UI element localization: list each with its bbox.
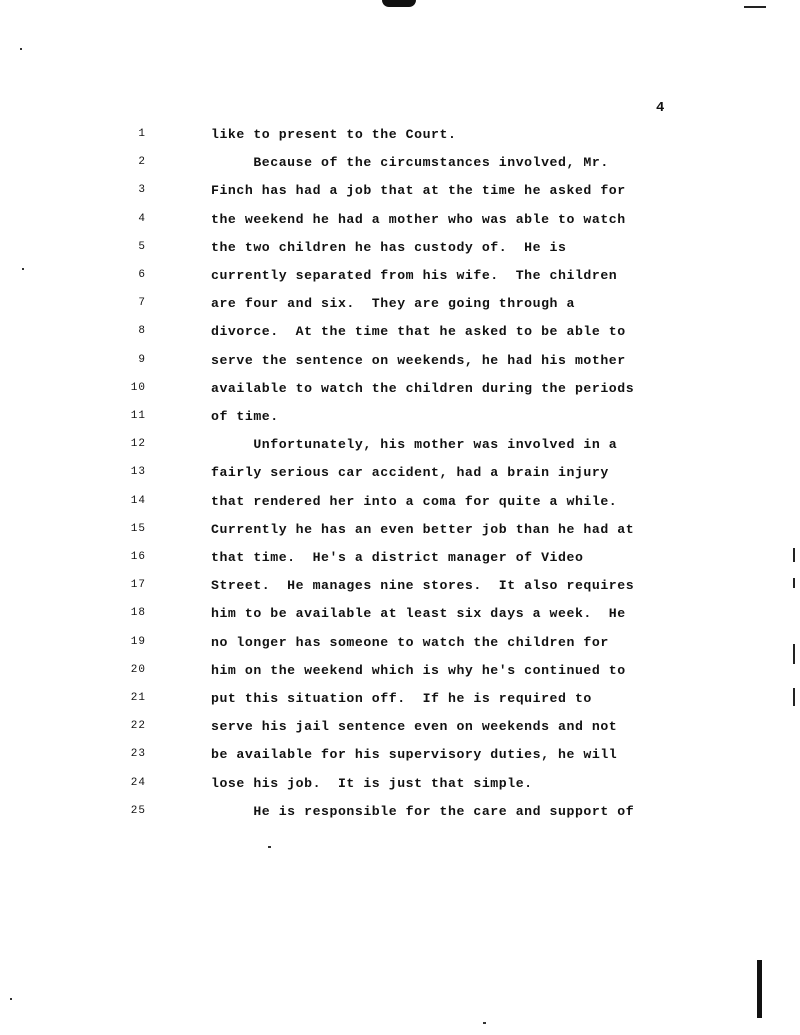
line-number: 24	[130, 776, 146, 789]
line-number: 3	[138, 184, 146, 197]
transcript-line: divorce. At the time that he asked to be able to	[211, 324, 626, 340]
scan-speck	[10, 998, 12, 1000]
line-number: 13	[130, 466, 146, 479]
scan-speck	[268, 846, 271, 848]
transcript-line: available to watch the children during the periods	[211, 380, 635, 396]
scan-artifact-bar	[757, 960, 762, 1018]
transcript-line: fairly serious car accident, had a brain injury	[211, 465, 609, 481]
line-number: 20	[130, 663, 146, 676]
line-number: 11	[130, 410, 146, 422]
transcript-line: Unfortunately, his mother was involved in a	[211, 437, 618, 453]
line-number: 12	[130, 438, 146, 451]
scan-artifact-dash	[744, 6, 766, 8]
line-number: 15	[130, 522, 146, 535]
transcript-line: that rendered her into a coma for quite a while.	[211, 493, 618, 509]
line-number: 9	[138, 353, 146, 366]
line-number: 10	[130, 381, 146, 394]
transcript-line: Currently he has an even better job than he had at	[211, 521, 635, 537]
transcript-line: are four and six. They are going through a	[211, 296, 575, 312]
transcript-line: of time.	[211, 409, 279, 424]
scan-speck	[483, 1022, 486, 1024]
line-number: 17	[130, 579, 146, 592]
scan-speck	[20, 48, 22, 50]
line-number: 5	[138, 240, 146, 253]
line-number: 8	[138, 325, 146, 338]
transcript-line: Street. He manages nine stores. It also requires	[211, 578, 635, 594]
transcript-line: currently separated from his wife. The children	[211, 268, 618, 283]
line-number: 1	[138, 128, 146, 140]
transcript-line: serve his jail sentence even on weekends and not	[211, 719, 618, 735]
transcript-line: Because of the circumstances involved, Mr.	[211, 155, 609, 171]
transcript-line: put this situation off. If he is required to	[211, 691, 592, 706]
transcript-line: He is responsible for the care and support of	[211, 803, 635, 819]
line-number: 14	[130, 494, 146, 507]
line-number: 21	[130, 692, 146, 704]
line-number: 23	[130, 748, 146, 761]
transcript-line: serve the sentence on weekends, he had his mother	[211, 352, 626, 368]
line-number: 25	[130, 804, 146, 817]
transcript-line: no longer has someone to watch the children for	[211, 634, 609, 650]
line-number: 19	[130, 635, 146, 648]
line-number: 7	[138, 297, 146, 310]
transcript-line: lose his job. It is just that simple.	[211, 775, 533, 791]
transcript-line: him on the weekend which is why he's continued to	[211, 662, 626, 678]
scan-artifact-right-edge	[793, 548, 795, 708]
line-number: 4	[138, 212, 146, 225]
transcript-line: the two children he has custody of. He is	[211, 239, 567, 255]
line-number: 6	[138, 269, 146, 281]
transcript-line: like to present to the Court.	[211, 127, 457, 142]
line-number: 2	[138, 156, 146, 169]
transcript-line: him to be available at least six days a week. He	[211, 606, 626, 622]
line-number: 22	[130, 720, 146, 733]
transcript-line: Finch has had a job that at the time he asked for	[211, 183, 626, 199]
scan-speck	[22, 268, 24, 270]
page-number: 4	[656, 100, 665, 116]
line-number: 18	[130, 607, 146, 620]
transcript-line: be available for his supervisory duties, he will	[211, 747, 618, 763]
transcript-line: that time. He's a district manager of Video	[211, 550, 584, 565]
line-number: 16	[130, 551, 146, 563]
scan-artifact-top	[382, 0, 416, 7]
transcript-line: the weekend he had a mother who was able to watch	[211, 211, 626, 227]
